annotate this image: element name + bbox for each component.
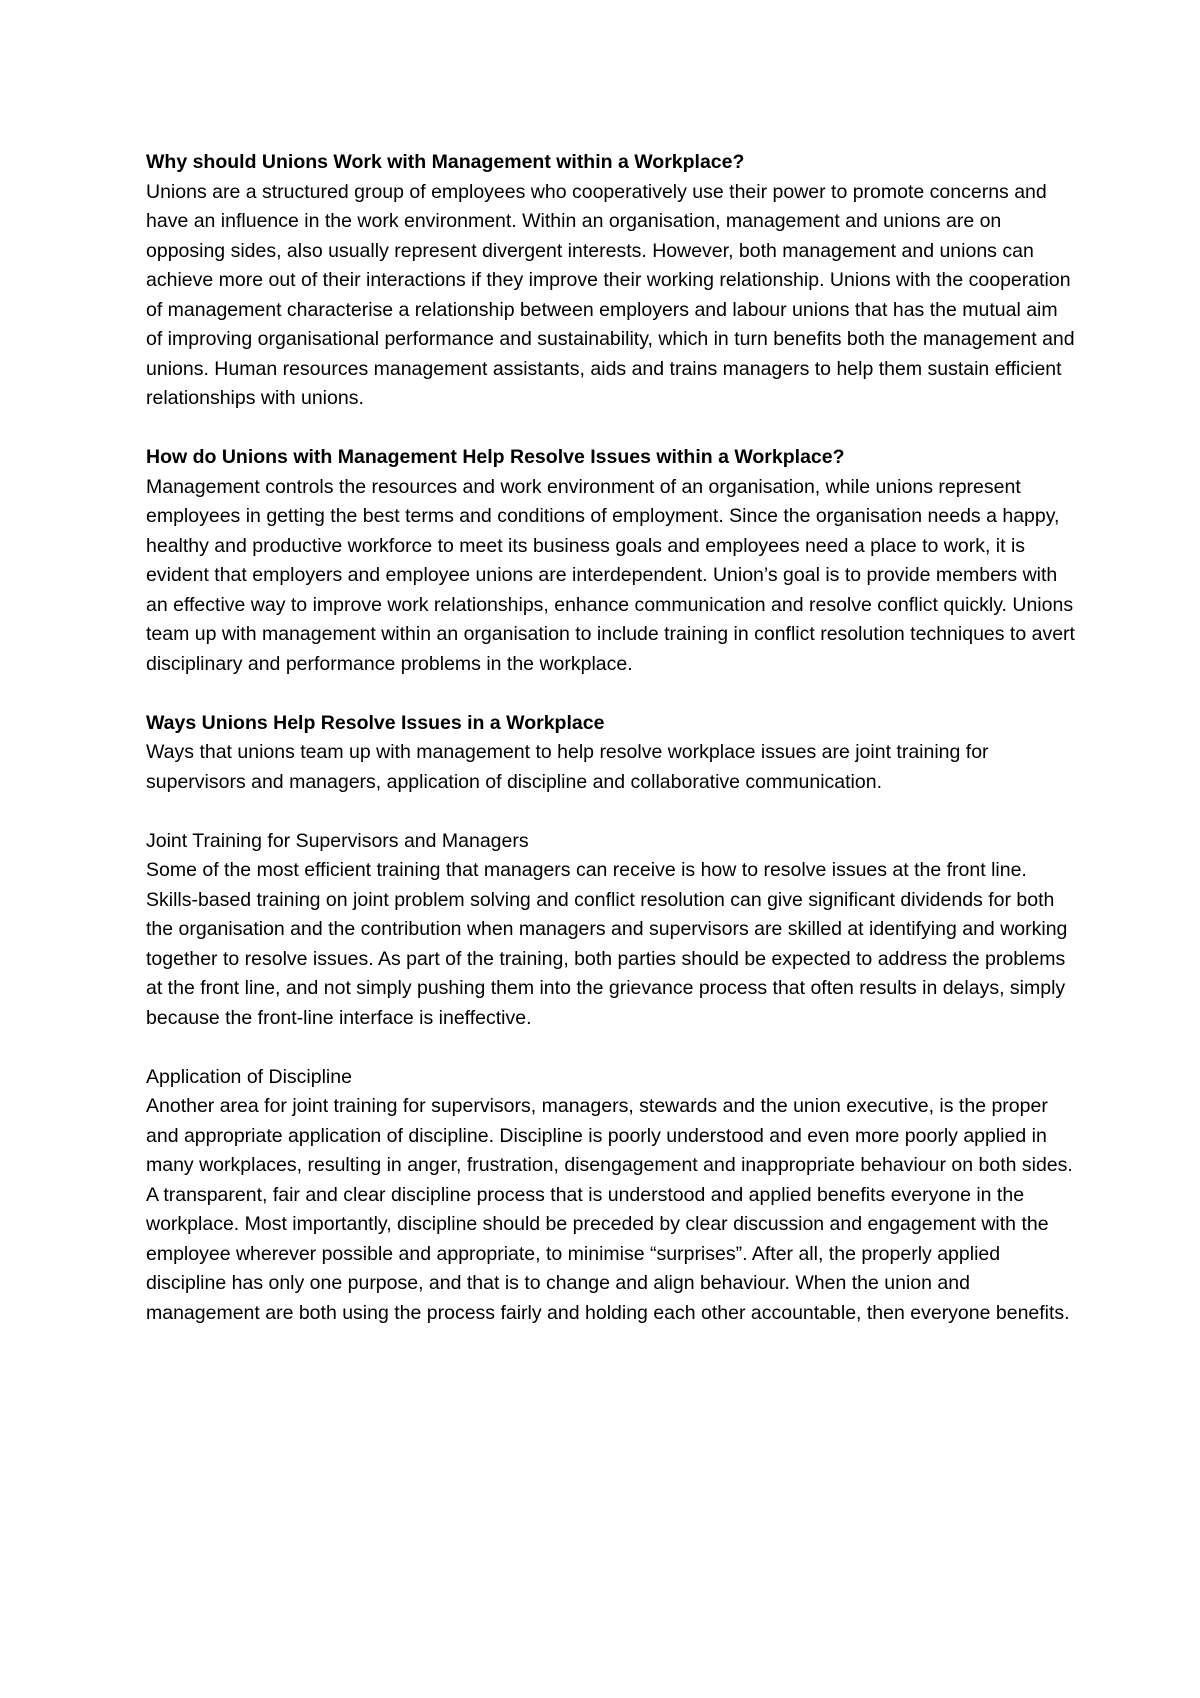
section-ways-unions-help bbox=[146, 709, 1076, 798]
section-paragraph: Some of the most efficient training that managers can receive is how to resolve issues at the front line. Skills-based training on joint problem solving and conflict resolution can give significant dividends for both the organisation and the contribution when managers and supervisors are skilled at identifying and working together to resolve issues. As part of the training, both parties should be expected to address the problems at the front line, and not simply pushing them into the grievance process that often results in delays, simply because the front-line interface is ineffective. bbox=[146, 859, 1068, 1029]
section-paragraph: Unions are a structured group of employees who cooperatively use their power to promote concerns and have an influence in the work environment. Within an organisation, management and unions are on opposing sides, also usually represent divergent interests. However, both management and unions can achieve more out of their interactions if they improve their working relationship. Unions with the cooperation of management characterise a relationship between employers and labour unions that has the mutual aim of improving organisational performance and sustainability, which in turn benefits both the management and unions. Human resources management assistants, aids and trains managers to help them sustain efficient relationships with unions. bbox=[146, 180, 1075, 409]
section-paragraph: Another area for joint training for supervisors, managers, stewards and the union executive, is the proper and appropriate application of discipline. Discipline is poorly understood and even more poorly applied in many workplaces, resulting in anger, frustration, disengagement and inappropriate behaviour on both sides. A transparent, fair and clear discipline process that is understood and applied benefits everyone in the workplace. Most importantly, discipline should be preceded by clear discussion and engagement with the employee wherever possible and appropriate, to minimise “surprises”. After all, the properly applied discipline has only one purpose, and that is to change and align behaviour. When the union and management are both using the process fairly and holding each other accountable, then everyone benefits. bbox=[146, 1095, 1073, 1324]
section-how-unions-help bbox=[146, 443, 1076, 679]
section-heading: Why should Unions Work with Management within a Workplace? bbox=[146, 151, 745, 173]
document-page bbox=[146, 148, 1076, 1358]
section-heading: Application of Discipline bbox=[146, 1065, 352, 1088]
section-paragraph: Management controls the resources and work environment of an organisation, while unions represent employees in getting the best terms and conditions of employment. Since the organisation needs a happy, healthy and productive workforce to meet its business goals and employees need a place to work, it is evident that employers and employee unions are interdependent. Union’s goal is to provide members with an effective way to improve work relationships, enhance communication and resolve conflict quickly. Unions team up with management within an organisation to include training in conflict resolution techniques to avert disciplinary and performance problems in the workplace. bbox=[146, 475, 1075, 675]
section-heading: Joint Training for Supervisors and Managers bbox=[146, 829, 529, 852]
section-joint-training bbox=[146, 827, 1076, 1034]
section-heading: How do Unions with Management Help Resolve Issues within a Workplace? bbox=[146, 446, 845, 468]
section-heading: Ways Unions Help Resolve Issues in a Workplace bbox=[146, 711, 605, 734]
section-why-unions bbox=[146, 148, 1076, 414]
section-application-of-discipline bbox=[146, 1063, 1076, 1329]
section-paragraph: Ways that unions team up with management to help resolve workplace issues are joint training for supervisors and managers, application of discipline and collaborative communication. bbox=[146, 741, 989, 793]
